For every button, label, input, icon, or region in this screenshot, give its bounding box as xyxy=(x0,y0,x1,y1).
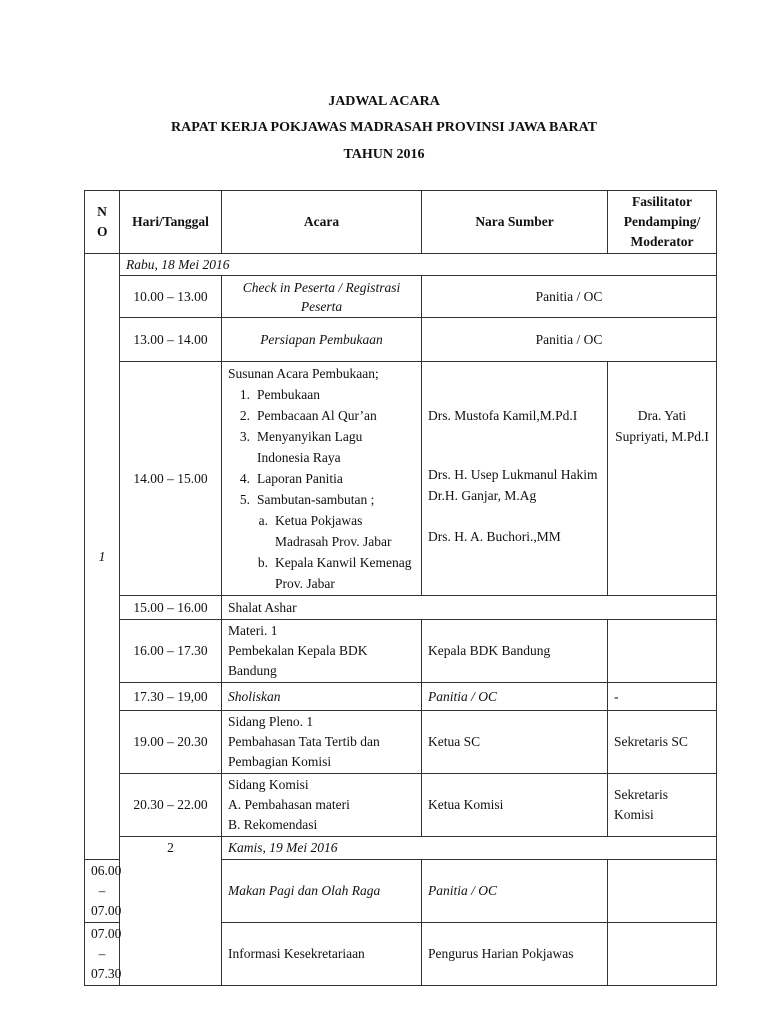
table-row xyxy=(85,711,717,774)
time-cell: 17.30 – 19,00 xyxy=(120,683,222,711)
table-row xyxy=(85,837,717,860)
fasil-cell xyxy=(608,620,717,683)
nara-line: Drs. Mustofa Kamil,M.Pd.I xyxy=(428,408,578,423)
nara-cell: Pengurus Harian Pokjawas xyxy=(422,923,608,986)
time-cell: 16.00 – 17.30 xyxy=(120,620,222,683)
acara-line: Pembahasan Tata Tertib dan Pembagian Komisi xyxy=(228,734,380,769)
list-item: 2. Pembacaan Al Qur’an xyxy=(239,408,377,423)
time-cell: 15.00 – 16.00 xyxy=(120,596,222,620)
col-header-no: N O xyxy=(85,191,120,254)
table-row xyxy=(85,774,717,837)
acara-line: Materi. 1 xyxy=(228,623,278,638)
acara-line: Sidang Pleno. 1 xyxy=(228,714,314,729)
time-cell: 10.00 – 13.00 xyxy=(120,276,222,318)
fasil-cell xyxy=(608,860,717,923)
time-cell: 07.00 – 07.30 xyxy=(85,923,120,986)
acara-cell: Check in Peserta / Registrasi Peserta xyxy=(222,276,422,318)
table-row xyxy=(85,254,717,276)
list-item: 5. Sambutan-sambutan ; xyxy=(239,492,375,507)
time-cell: 14.00 – 15.00 xyxy=(120,362,222,596)
fasil-cell: Dra. Yati Supriyati, M.Pd.I xyxy=(608,362,717,596)
list-item: 1. Pembukaan xyxy=(239,387,320,402)
doc-year: TAHUN 2016 xyxy=(343,147,425,162)
list-item: 3. Menyanyikan Lagu Indonesia Raya xyxy=(239,429,363,465)
table-row xyxy=(85,318,717,362)
acara-line: Pembekalan Kepala BDK Bandung xyxy=(228,643,368,678)
nara-cell: Ketua Komisi xyxy=(422,774,608,837)
acara-cell: Persiapan Pembukaan xyxy=(222,318,422,362)
list-item: 4. Laporan Panitia xyxy=(239,471,343,486)
doc-subtitle: RAPAT KERJA POKJAWAS MADRASAH PROVINSI JAWA BARAT xyxy=(170,120,597,135)
acara-cell: Makan Pagi dan Olah Raga xyxy=(222,860,422,923)
fasil-cell: - xyxy=(608,683,717,711)
nara-cell xyxy=(422,362,608,596)
nara-cell: Panitia / OC xyxy=(422,276,717,318)
time-cell: 13.00 – 14.00 xyxy=(120,318,222,362)
day-date: Kamis, 19 Mei 2016 xyxy=(222,837,717,860)
acara-cell xyxy=(222,620,422,683)
table-row xyxy=(85,362,717,596)
acara-line: B. Rekomendasi xyxy=(228,817,318,832)
fasil-cell: Sekretaris SC xyxy=(608,711,717,774)
nara-cell: Panitia / OC xyxy=(422,860,608,923)
nara-cell: Kepala BDK Bandung xyxy=(422,620,608,683)
acara-line: A. Pembahasan materi xyxy=(228,797,350,812)
acara-list xyxy=(228,384,415,594)
acara-line: Sidang Komisi xyxy=(228,777,309,792)
col-header-acara: Acara xyxy=(222,191,422,254)
fasil-cell: Sekretaris Komisi xyxy=(608,774,717,837)
row-number: 2 xyxy=(120,837,222,986)
acara-cell: Shalat Ashar xyxy=(222,596,717,620)
fasil-cell xyxy=(608,923,717,986)
col-header-fasil: Fasilitator Pendamping/ Moderator xyxy=(608,191,717,254)
row-number: 1 xyxy=(85,254,120,860)
table-row xyxy=(85,683,717,711)
col-header-hari: Hari/Tanggal xyxy=(120,191,222,254)
col-header-nara: Nara Sumber xyxy=(422,191,608,254)
acara-intro: Susunan Acara Pembukaan; xyxy=(228,366,379,381)
time-cell: 20.30 – 22.00 xyxy=(120,774,222,837)
nara-line: Drs. H. A. Buchori.,MM xyxy=(428,529,561,544)
schedule-table xyxy=(84,190,717,986)
list-item: b. Kepala Kanwil Kemenag Prov. Jabar xyxy=(257,555,412,591)
time-cell: 06.00 – 07.00 xyxy=(85,860,120,923)
acara-cell xyxy=(222,711,422,774)
nara-line: Dr.H. Ganjar, M.Ag xyxy=(428,488,537,503)
acara-cell xyxy=(222,774,422,837)
nara-cell: Panitia / OC xyxy=(422,683,608,711)
nara-cell: Ketua SC xyxy=(422,711,608,774)
table-row xyxy=(85,596,717,620)
acara-cell xyxy=(222,362,422,596)
table-row xyxy=(85,276,717,318)
nara-cell: Panitia / OC xyxy=(422,318,717,362)
table-row xyxy=(85,620,717,683)
list-item: a. Ketua Pokjawas Madrasah Prov. Jabar xyxy=(258,513,392,549)
day-date: Rabu, 18 Mei 2016 xyxy=(120,254,717,276)
acara-cell: Informasi Kesekretariaan xyxy=(222,923,422,986)
acara-cell: Sholiskan xyxy=(222,683,422,711)
nara-line: Drs. H. Usep Lukmanul Hakim xyxy=(428,467,598,482)
table-header-row xyxy=(85,191,717,254)
doc-title: JADWAL ACARA xyxy=(328,94,440,109)
time-cell: 19.00 – 20.30 xyxy=(120,711,222,774)
